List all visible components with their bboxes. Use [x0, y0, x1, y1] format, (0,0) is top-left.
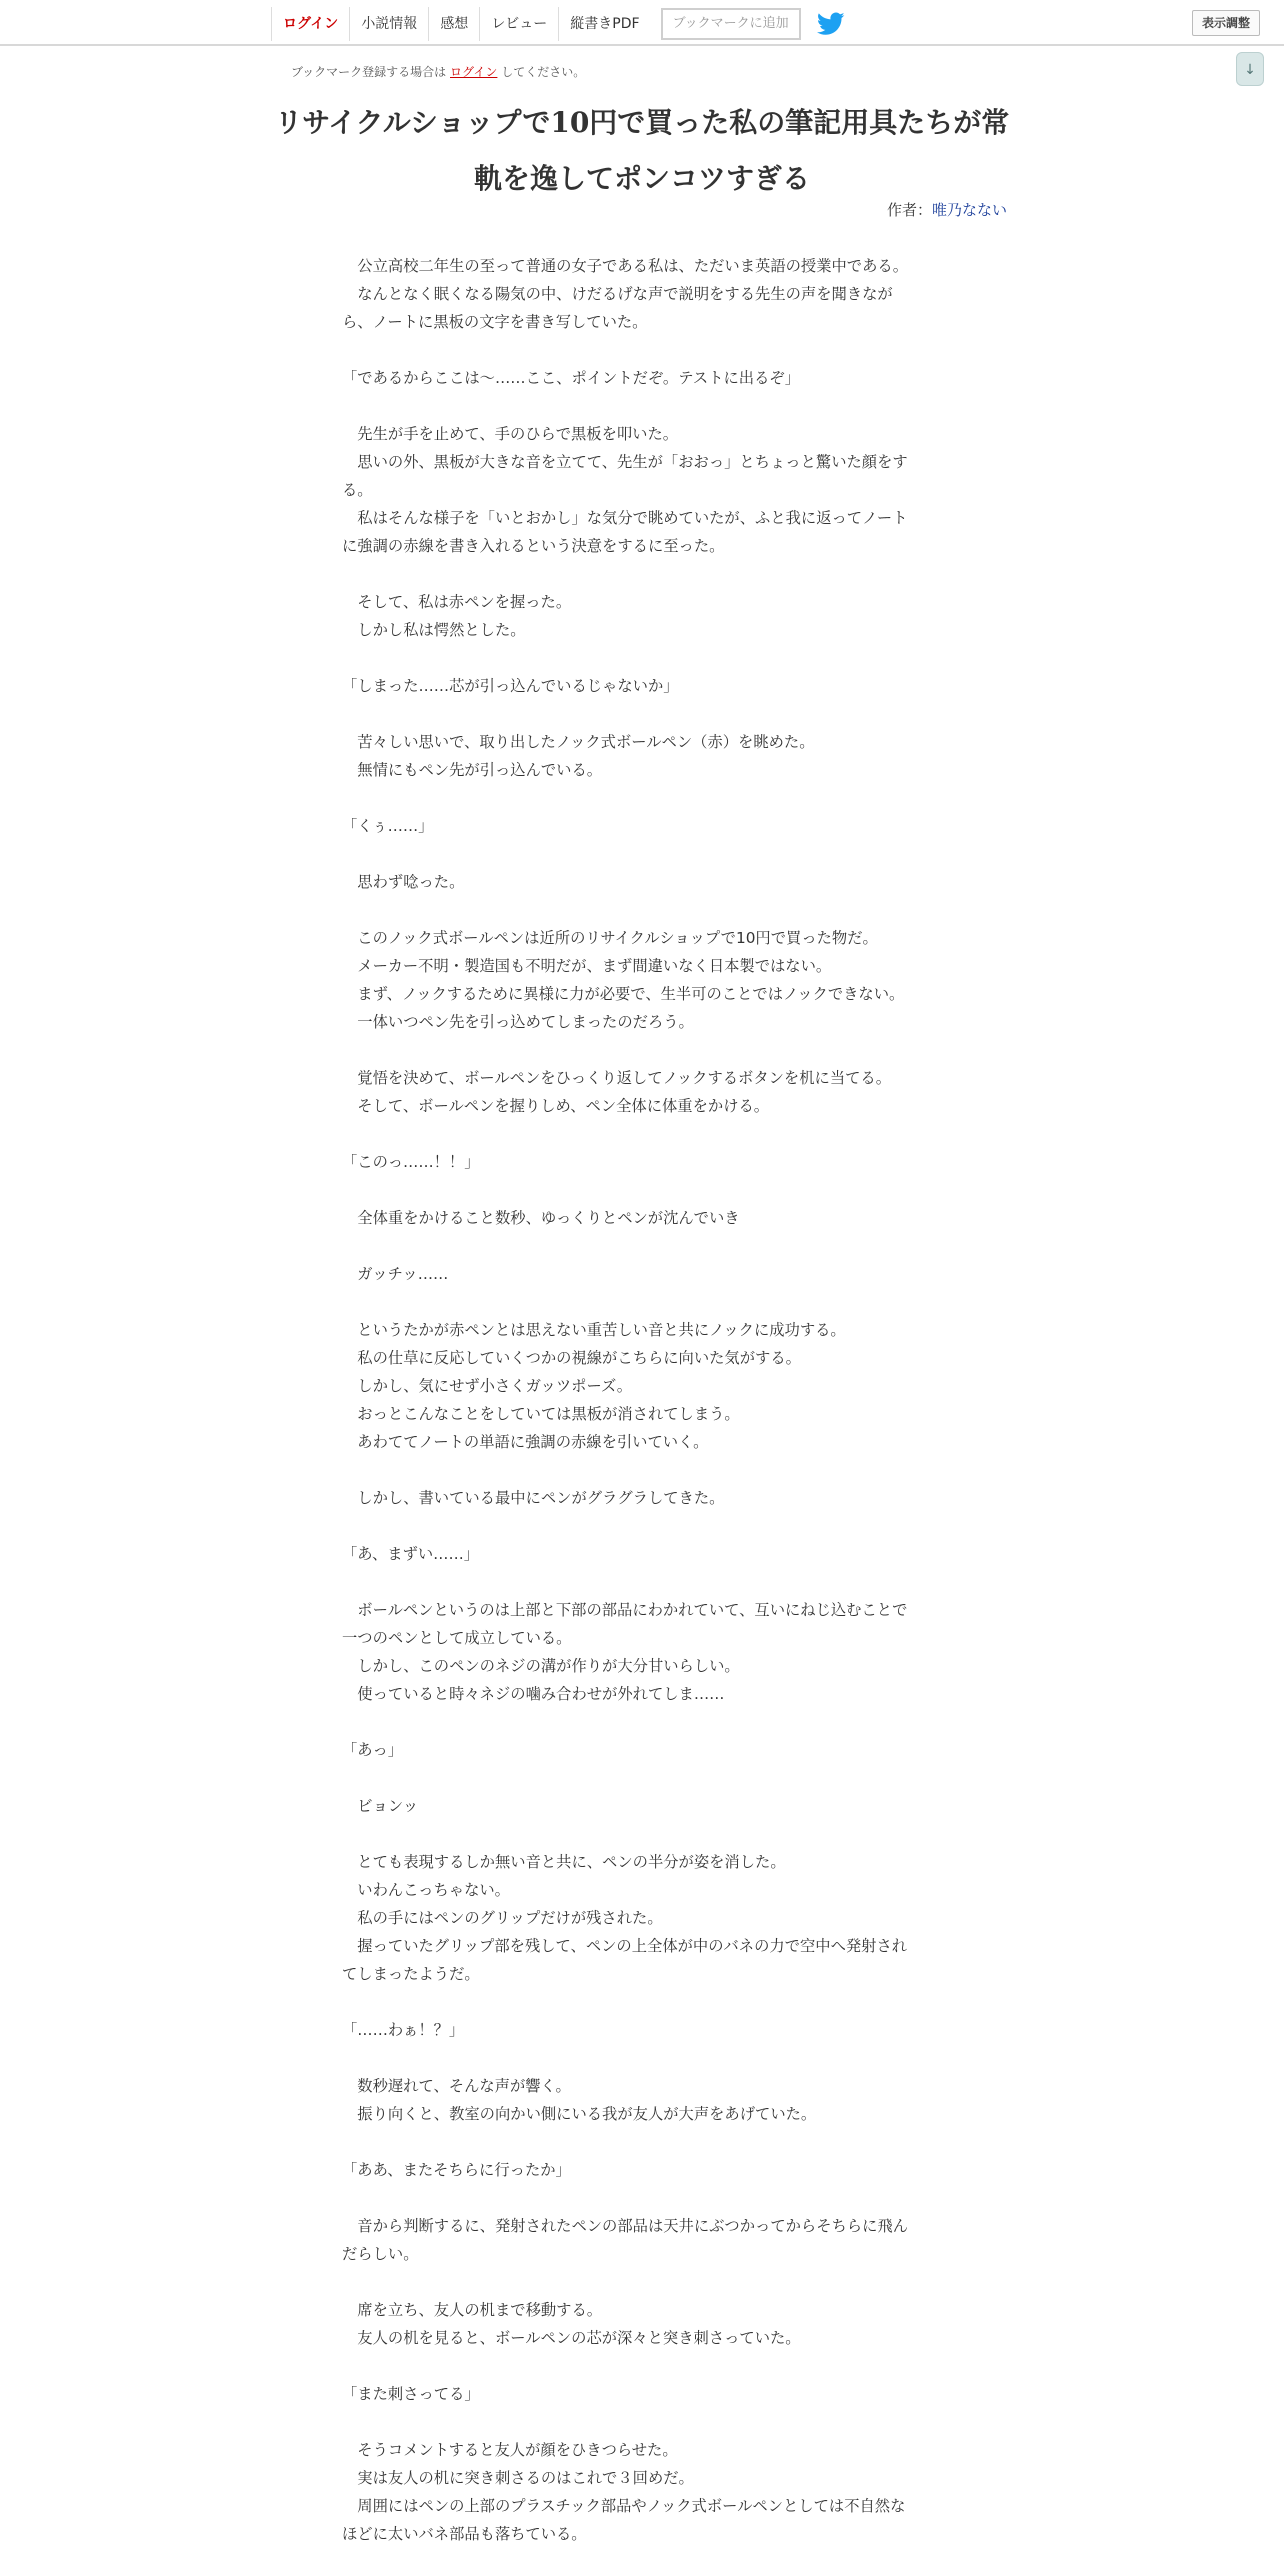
body-line	[342, 896, 942, 924]
nav-novel-info[interactable]: 小説情報	[349, 7, 428, 41]
body-line: しかし、このペンのネジの溝が作りが大分甘いらしい。	[342, 1657, 740, 1675]
novel-title-line-1: リサイクルショップで10円で買った私の筆記用具たちが常	[274, 106, 1010, 139]
top-bar	[0, 0, 1284, 46]
body-line: 先生が手を止めて、手のひらで黒板を叩いた。	[342, 425, 679, 443]
body-line: そして、私は赤ペンを握った。	[342, 593, 572, 611]
body-line	[342, 336, 942, 364]
body-line	[342, 2184, 942, 2212]
body-line: 苦々しい思いで、取り出したノック式ボールペン（赤）を眺めた。	[342, 733, 815, 751]
body-line: 音から判断するに、発射されたペンの部品は天井にぶつかってからそちらに飛ん	[342, 2217, 908, 2235]
bookmark-notice	[291, 63, 585, 80]
nav-login[interactable]: ログイン	[271, 7, 349, 41]
body-line: 私はそんな様子を「いとおかし」な気分で眺めていたが、ふと我に返ってノート	[342, 509, 908, 527]
nav-vertical-pdf[interactable]: 縦書きPDF	[558, 7, 650, 41]
author-label: 作者：	[886, 201, 932, 219]
body-line	[342, 2128, 942, 2156]
body-line: 席を立ち、友人の机まで移動する。	[342, 2301, 603, 2319]
notice-login-link[interactable]: ログイン	[450, 65, 498, 79]
body-line: ほどに太いバネ部品も落ちている。	[342, 2525, 587, 2543]
body-line: そして、ボールペンを握りしめ、ペン全体に体重をかける。	[342, 1097, 770, 1115]
body-line	[342, 2408, 942, 2436]
body-line	[342, 700, 942, 728]
body-line	[342, 560, 942, 588]
body-line: とても表現するしか無い音と共に、ペンの半分が姿を消した。	[342, 1853, 786, 1871]
body-line: 「あ、まずい……」	[342, 1545, 480, 1563]
body-line: 「くぅ……」	[342, 817, 434, 835]
body-line: 「……わぁ！？」	[342, 2021, 465, 2039]
body-line	[342, 840, 942, 868]
body-line: そうコメントすると友人が顔をひきつらせた。	[342, 2441, 678, 2459]
body-line: ボールペンというのは上部と下部の部品にわかれていて、互いにねじ込むことで	[342, 1601, 908, 1619]
body-line: メーカー不明・製造国も不明だが、まず間違いなく日本製ではない。	[342, 957, 832, 975]
notice-prefix: ブックマーク登録する場合は	[291, 65, 447, 79]
body-line: 握っていたグリップ部を残して、ペンの上全体が中のバネの力で空中へ発射され	[342, 1937, 908, 1955]
display-settings-button[interactable]: 表示調整	[1192, 10, 1260, 36]
body-line: 実は友人の机に突き刺さるのはこれで３回めだ。	[342, 2469, 694, 2487]
novel-title	[272, 95, 1012, 207]
novel-title-line-2: 軌を逸してポンコツすぎる	[473, 162, 810, 195]
body-line	[342, 1120, 942, 1148]
body-line: 数秒遅れて、そんな声が響く。	[342, 2077, 571, 2095]
body-line	[342, 1232, 942, 1260]
author-link[interactable]: 唯乃なない	[931, 201, 1007, 219]
body-line: 「ああ、またそちらに行ったか」	[342, 2161, 571, 2179]
nav-reviews[interactable]: レビュー	[479, 7, 558, 41]
body-line: に強調の赤線を書き入れるという決意をするに至った。	[342, 537, 725, 555]
body-line: 一つのペンとして成立している。	[342, 1629, 572, 1647]
body-line: 覚悟を決めて、ボールペンをひっくり返してノックするボタンを机に当てる。	[342, 1069, 892, 1087]
body-line	[342, 1176, 942, 1204]
body-line: 公立高校二年生の至って普通の女子である私は、ただいま英語の授業中である。	[342, 257, 908, 275]
body-line	[342, 1288, 942, 1316]
body-line	[342, 1456, 942, 1484]
body-line: しかし、書いている最中にペンがグラグラしてきた。	[342, 1489, 725, 1507]
body-line	[342, 392, 942, 420]
body-line: ガッチッ……	[342, 1265, 449, 1283]
novel-body	[342, 252, 942, 2548]
body-line	[342, 1988, 942, 2016]
body-line: 「であるからここは～……ここ、ポイントだぞ。テストに出るぞ」	[342, 369, 800, 387]
body-line: 「また刺さってる」	[342, 2385, 480, 2403]
body-line: しかし、気にせず小さくガッツポーズ。	[342, 1377, 633, 1395]
body-line: 一体いつペン先を引っ込めてしまったのだろう。	[342, 1013, 694, 1031]
body-line	[342, 1820, 942, 1848]
body-line	[342, 784, 942, 812]
scroll-down-button[interactable]: ↓	[1236, 52, 1264, 86]
body-line: ビョンッ	[342, 1797, 419, 1815]
body-line: おっとこんなことをしていては黒板が消されてしまう。	[342, 1405, 740, 1423]
top-nav	[271, 7, 845, 41]
body-line: 無情にもペン先が引っ込んでいる。	[342, 761, 603, 779]
body-line: いわんこっちゃない。	[342, 1881, 510, 1899]
twitter-icon[interactable]	[817, 12, 845, 36]
author-line	[887, 199, 1007, 220]
body-line	[342, 2044, 942, 2072]
body-line: だらしい。	[342, 2245, 419, 2263]
body-line: 「あっ」	[342, 1741, 404, 1759]
body-line	[342, 2352, 942, 2380]
body-line: る。	[342, 481, 373, 499]
body-line	[342, 644, 942, 672]
body-line: ら、ノートに黒板の文字を書き写していた。	[342, 313, 648, 331]
body-line: 周囲にはペンの上部のプラスチック部品やノック式ボールペンとしては不自然な	[342, 2497, 906, 2515]
body-line: 全体重をかけること数秒、ゆっくりとペンが沈んでいき	[342, 1209, 740, 1227]
body-line: てしまったようだ。	[342, 1965, 480, 1983]
body-line	[342, 2268, 942, 2296]
body-line: 私の手にはペンのグリップだけが残された。	[342, 1909, 663, 1927]
body-line: 「このっ……！！」	[342, 1153, 480, 1171]
body-line: なんとなく眠くなる陽気の中、けだるげな声で説明をする先生の声を聞きなが	[342, 285, 893, 303]
body-line	[342, 1764, 942, 1792]
body-line: 「しまった……芯が引っ込んでいるじゃないか」	[342, 677, 679, 695]
add-bookmark-button[interactable]: ブックマークに追加	[661, 8, 801, 40]
notice-suffix: してください。	[501, 65, 586, 79]
body-line: 思わず唸った。	[342, 873, 465, 891]
body-line: 思いの外、黒板が大きな音を立てて、先生が「おおっ」とちょっと驚いた顔をす	[342, 453, 908, 471]
body-line: 友人の机を見ると、ボールペンの芯が深々と突き刺さっていた。	[342, 2329, 801, 2347]
nav-impressions[interactable]: 感想	[428, 7, 479, 41]
body-line	[342, 1036, 942, 1064]
body-line: 振り向くと、教室の向かい側にいる我が友人が大声をあげていた。	[342, 2105, 817, 2123]
body-line: 使っていると時々ネジの噛み合わせが外れてしま……	[342, 1685, 725, 1703]
body-line	[342, 1708, 942, 1736]
body-line: あわててノートの単語に強調の赤線を引いていく。	[342, 1433, 709, 1451]
body-line: このノック式ボールペンは近所のリサイクルショップで10円で買った物だ。	[342, 929, 878, 947]
body-line: しかし私は愕然とした。	[342, 621, 526, 639]
body-line: というたかが赤ペンとは思えない重苦しい音と共にノックに成功する。	[342, 1321, 846, 1339]
body-line	[342, 1568, 942, 1596]
body-line	[342, 1512, 942, 1540]
body-line: 私の仕草に反応していくつかの視線がこちらに向いた気がする。	[342, 1349, 801, 1367]
body-line: まず、ノックするために異様に力が必要で、生半可のことではノックできない。	[342, 985, 905, 1003]
